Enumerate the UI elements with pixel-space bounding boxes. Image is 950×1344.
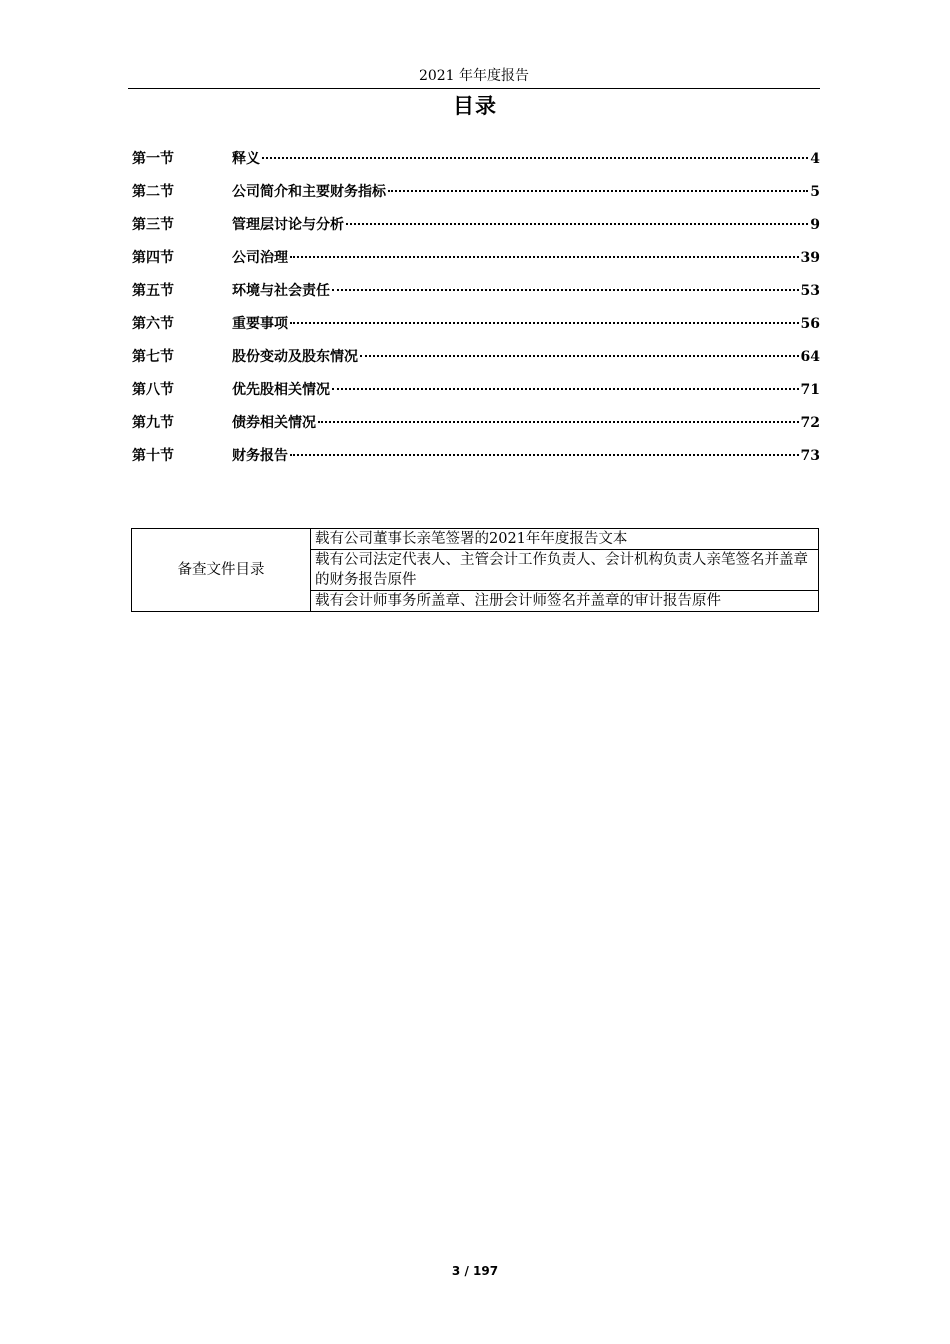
- toc-dot-leader: [290, 255, 799, 258]
- toc-section-title: 管理层讨论与分析: [232, 217, 344, 233]
- toc-section-title: 公司简介和主要财务指标: [232, 184, 386, 200]
- table-of-contents: [132, 148, 820, 478]
- toc-entry[interactable]: [132, 148, 820, 181]
- reference-files-table: [131, 528, 819, 612]
- running-header: [128, 66, 820, 89]
- toc-section-title: 财务报告: [232, 448, 288, 464]
- toc-section-number: 第五节: [132, 283, 174, 299]
- toc-dot-leader: [360, 354, 799, 357]
- toc-page-number: 39: [800, 250, 820, 266]
- toc-section-number: 第十节: [132, 448, 174, 464]
- table-row: [132, 529, 819, 550]
- toc-entry[interactable]: [132, 412, 820, 445]
- toc-page-number: 53: [800, 283, 820, 299]
- toc-dot-leader: [332, 288, 799, 291]
- toc-page-number: 5: [810, 184, 820, 200]
- toc-entry[interactable]: [132, 214, 820, 247]
- toc-page-number: 64: [800, 349, 820, 365]
- toc-section-title: 环境与社会责任: [232, 283, 330, 299]
- toc-dot-leader: [332, 387, 799, 390]
- toc-section-number: 第八节: [132, 382, 174, 398]
- toc-dot-leader: [262, 156, 808, 159]
- toc-entry[interactable]: [132, 181, 820, 214]
- toc-dot-leader: [346, 222, 808, 225]
- toc-section-number: 第四节: [132, 250, 174, 266]
- toc-section-title: 公司治理: [232, 250, 288, 266]
- toc-page-number: 73: [800, 448, 820, 464]
- toc-section-number: 第六节: [132, 316, 174, 332]
- page-title: 目录: [453, 94, 497, 118]
- toc-page-number: 72: [800, 415, 820, 431]
- toc-page-number: 71: [800, 382, 820, 398]
- toc-section-title: 股份变动及股东情况: [232, 349, 358, 365]
- toc-section-title: 债券相关情况: [232, 415, 316, 431]
- toc-section-title: 优先股相关情况: [232, 382, 330, 398]
- toc-section-number: 第三节: [132, 217, 174, 233]
- reference-file-item: 载有公司董事长亲笔签署的2021年年度报告文本: [311, 529, 819, 550]
- reference-file-item: 载有公司法定代表人、主管会计工作负责人、会计机构负责人亲笔签名并盖章的财务报告原件: [311, 550, 819, 591]
- page-footer: [0, 1264, 950, 1278]
- toc-page-number: 56: [800, 316, 820, 332]
- toc-section-title: 释义: [232, 151, 260, 167]
- page-indicator: 3 / 197: [451, 1264, 499, 1278]
- toc-page-number: 9: [810, 217, 820, 233]
- reference-files-label: 备查文件目录: [132, 529, 311, 612]
- toc-dot-leader: [318, 420, 799, 423]
- toc-section-number: 第二节: [132, 184, 174, 200]
- toc-dot-leader: [290, 321, 799, 324]
- toc-entry[interactable]: [132, 280, 820, 313]
- toc-entry[interactable]: [132, 247, 820, 280]
- toc-dot-leader: [388, 189, 808, 192]
- toc-entry[interactable]: [132, 346, 820, 379]
- reference-file-item: 载有会计师事务所盖章、注册会计师签名并盖章的审计报告原件: [311, 591, 819, 612]
- toc-dot-leader: [290, 453, 799, 456]
- running-header-text: 2021 年年度报告: [418, 68, 530, 84]
- toc-section-number: 第七节: [132, 349, 174, 365]
- toc-page-number: 4: [810, 151, 820, 167]
- toc-entry[interactable]: [132, 379, 820, 412]
- toc-entry[interactable]: [132, 313, 820, 346]
- toc-section-number: 第一节: [132, 151, 174, 167]
- toc-section-title: 重要事项: [232, 316, 288, 332]
- toc-entry[interactable]: [132, 445, 820, 478]
- toc-section-number: 第九节: [132, 415, 174, 431]
